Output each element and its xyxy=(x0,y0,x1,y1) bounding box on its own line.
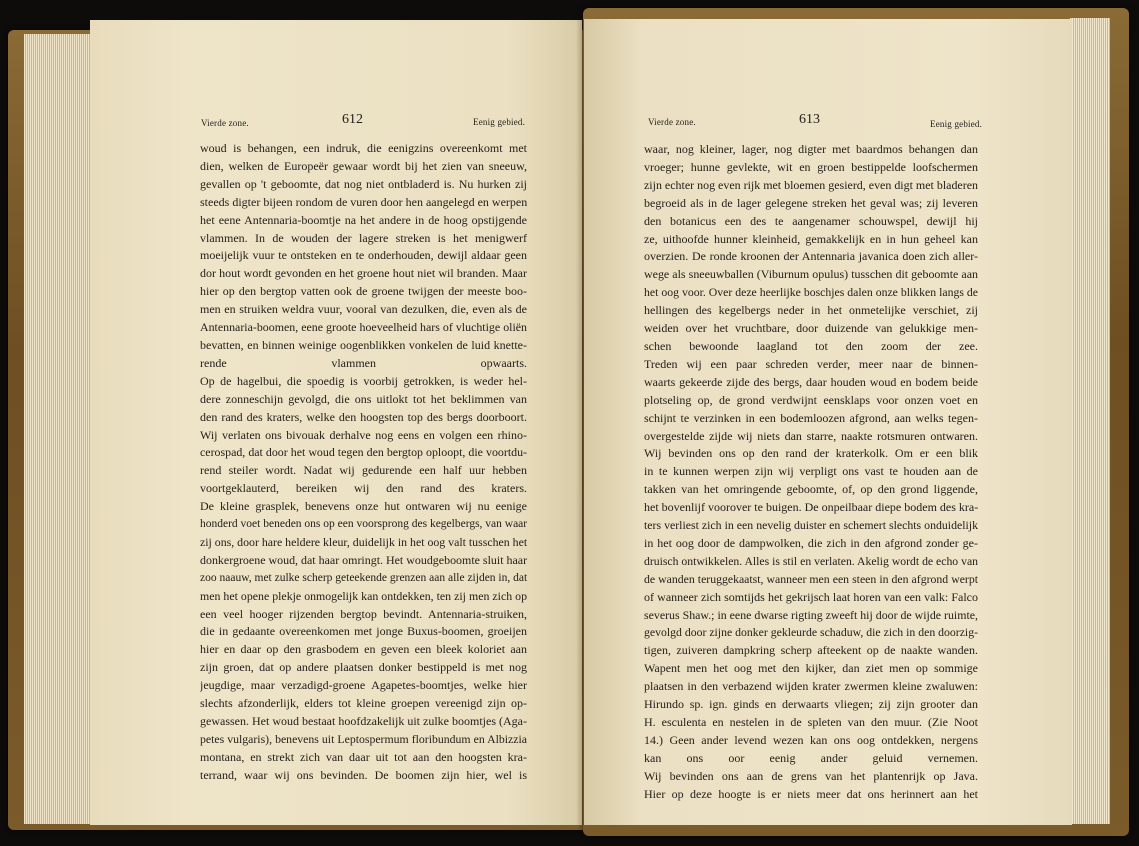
text-line: ters verliest zich in een nevelig duister en schemert slechts onduidelijk xyxy=(644,518,978,533)
left-page xyxy=(90,20,582,825)
text-line: overgestelde zijde wij niets dan starre, naakte rotsmuren ontwaren. xyxy=(644,428,978,443)
text-line: vlammen. In de wouden der lagere streken is het menigwerf xyxy=(200,230,527,245)
text-line: hier en daar op den grasbodem en geven een bleek koloriet aan xyxy=(200,642,527,657)
text-line: de wanden teruggekaatst, wanneer men een steen in den afgrond werpt xyxy=(644,572,978,586)
text-line: zijn groen, dat op andere plaatsen donker bestippeld is met nog xyxy=(200,660,527,675)
text-line: overzien. De ronde kroonen der Antennaria javanica doen zich aller- xyxy=(644,249,978,264)
text-line: in het oog door de dampwolken, die zich in den afgrond zonder ge- xyxy=(644,535,978,550)
text-line: begroeid als in de lager gelegene streken het geval was; zij leveren xyxy=(644,195,978,210)
right-page xyxy=(584,19,1072,825)
text-line: 14.) Geen ander levend wezen kan ons oog ontdekken, nergens xyxy=(644,732,978,747)
text-line: hier op den bergtop vatten ook de groene twijgen der meeste boo- xyxy=(200,284,527,299)
text-line: een veel hooger rijzenden bergtop bevindt. Antennaria-struiken, xyxy=(200,606,527,621)
body-text-left xyxy=(200,140,527,785)
text-line: het oog voor. Over deze heerlijke boschjes dalen onze blikken langs de xyxy=(644,286,978,300)
text-line: Wij verlaten ons bivouak derhalve nog eens en volgen een rhino- xyxy=(200,427,527,442)
text-line: De kleine grasplek, benevens onze hut ontwaren wij nu eenige xyxy=(200,499,527,514)
page-number: 613 xyxy=(799,112,820,127)
text-line: plotseling op, de grond verdwijnt eensklaps voor onzen voet en xyxy=(644,392,978,407)
text-line: waarts gekeerde zijde des bergs, daar houden woud en bodem beide xyxy=(644,374,978,389)
text-line: moeijelijk vuur te ontsteken en te onderhouden, dewijl aldaar geen xyxy=(200,248,527,263)
text-line: Wij bevinden ons op den rand der kraterkolk. Om er een blik xyxy=(644,446,978,461)
text-line: den rand des kraters, welke den hoogsten top des bergs doorboort. xyxy=(200,409,527,424)
text-line: honderd voet beneden ons op een voorsprong des kegelbergs, van waar xyxy=(200,518,527,531)
text-line: ze, uithoofde hunner kleinheid, gemakkelijk en in hun geheel kan xyxy=(644,231,978,246)
text-line: gevallen op 't geboomte, dat nog niet ontbladerd is. Nu hurken zij xyxy=(200,176,527,191)
text-line: die in gedaante overeenkomen met jonge Buxus-boomen, groeijen xyxy=(200,624,527,639)
text-line: woud is behangen, een indruk, die eenigzins overeenkomt met xyxy=(200,141,527,155)
page-edges-right xyxy=(1070,18,1110,824)
text-line: rend steiler wordt. Nadat wij gedurende een half uur hebben xyxy=(200,463,527,478)
text-line: terrand, waar wij ons bevinden. De boomen zijn hier, wel is xyxy=(200,767,527,782)
text-line: Hier op deze hoogte is er niets meer dat ons herinnert aan het xyxy=(644,786,978,801)
text-line: men en struiken weldra vuur, vooral van dezulken, die, even als de xyxy=(200,302,527,317)
text-line: den botanicus een des te aangenamer schouwspel, dewijl hij xyxy=(644,213,978,228)
text-line: of wanneer zich somtijds het gekrijsch laat horen van een valk: Falco xyxy=(644,589,978,604)
text-line: druisch ontwikkelen. Alles is stil en verlaten. Akelig wordt de echo van xyxy=(644,554,978,568)
page-number: 612 xyxy=(342,112,363,127)
text-line: het eene Antennaria-boomtje na het andere in de hoog opstijgende xyxy=(200,212,527,227)
text-line: tigen, zuiveren dampkring scherp afteekent op de naakte wanden. xyxy=(644,643,978,658)
text-line: zijn echter nog even rijk met bloemen gesierd, even digt met bladeren xyxy=(644,177,978,192)
text-line: schijnt te verzinken in een bodemloozen afgrond, aan welks tegen- xyxy=(644,410,978,425)
text-line: Treden wij een paar schreden verder, meer naar de binnen- xyxy=(644,356,978,371)
text-line: schen bewoonde laagland tot den zoom der zee. xyxy=(644,338,978,353)
text-line: jeugdige, maar verzadigd-groene Agapetes-boomtjes, welke hier xyxy=(200,678,527,693)
text-line: weiden over het vruchtbare, door duizende van gelukkige men- xyxy=(644,321,978,336)
text-line: gewassen. Het woud bestaat hoofdzakelijk uit zulke boomtjes (Aga- xyxy=(200,714,527,728)
text-line: takken van het omringende geboomte, of, op den grond liggende, xyxy=(644,482,978,497)
text-line: voortgeklauterd, bereiken wij den rand des kraters. xyxy=(200,481,527,496)
text-line: Op de hagelbui, die spoedig is voorbij getrokken, is weder hel- xyxy=(200,373,527,388)
text-line: montana, en strekt zich van daar uit tot aan den hoogsten kra- xyxy=(200,749,527,764)
text-line: dere zonneschijn gevolgd, die ons uitlokt tot het beklimmen van xyxy=(200,391,527,406)
text-line: wege als sneeuwballen (Viburnum opulus) tusschen dit geboomte aan xyxy=(644,267,978,282)
text-line: Antennaria-boomen, eene groote hoeveelheid hars of vluchtige oliën xyxy=(200,320,527,335)
running-header-right: Eenig gebied. xyxy=(930,119,983,129)
text-line: plaatsen in den verbazend wijden krater zwermen kleine zwaluwen: xyxy=(644,679,978,694)
text-line: het bovenlijf voorover te buigen. De onpeilbaar diepe bodem des kra- xyxy=(644,500,978,515)
running-header-left: Vierde zone. xyxy=(648,117,696,127)
text-line: severus Shaw.; in eene dwarse rigting zweeft hij door de wijde ruimte, xyxy=(644,607,978,622)
text-line: bevatten, en binnen weinige oogenblikken vonkelen de luid knette- xyxy=(200,337,527,352)
text-line: gevolgd door zijne donker gekleurde schaduw, die zich in den doorzig- xyxy=(644,626,978,640)
text-line: hellingen des kegelbergs neder in het onmetelijke verschiet, zij xyxy=(644,303,978,318)
text-line: men het opene plekje onmogelijk kan ontdekken, ten zij men zich op xyxy=(200,588,527,603)
text-line: zij ons, door hare heldere kleur, duidelijk in het oog valt tusschen het xyxy=(200,534,527,549)
text-line: in te kunnen werpen zijn wij verpligt ons vast te houden aan de xyxy=(644,464,978,479)
text-line: dien, welken de Europeër gewaar wordt bij het zien van sneeuw, xyxy=(200,158,527,173)
text-line: zoo naauw, met zulke scherp geteekende grenzen aan alle zijden in, dat xyxy=(200,571,527,584)
text-line: donkergroene woud, dat haar omringt. Het woudgeboomte sluit haar xyxy=(200,552,527,567)
text-line: Wij bevinden ons aan de grens van het plantenrijk op Java. xyxy=(644,768,978,783)
text-line: petes vulgaris), benevens uit Leptospermum floribundum en Albizzia xyxy=(200,732,527,746)
text-line: rende vlammen opwaarts. xyxy=(200,355,527,370)
text-line: slechts afzonderlijk, elders tot kleine groepen vereenigd zijn op- xyxy=(200,696,527,711)
page-edges-left xyxy=(24,34,92,824)
running-header-right: Eenig gebied. xyxy=(473,117,526,127)
body-text-right xyxy=(644,141,978,804)
text-line: waar, nog kleiner, lager, nog digter met baardmos behangen dan xyxy=(644,142,978,156)
text-line: kan ons oor eenig ander geluid vernemen. xyxy=(644,750,978,765)
running-header-left: Vierde zone. xyxy=(201,118,249,128)
text-line: H. esculenta en nestelen in de spleten van den muur. (Zie Noot xyxy=(644,715,978,729)
text-line: Wapent men het oog met den kijker, dan ziet men op sommige xyxy=(644,661,978,676)
text-line: cerospad, dat door het woud tegen den bergtop oploopt, die voortdu- xyxy=(200,445,527,460)
text-line: steeds digter bijeen rondom de vuren door hen aangelegd en werpen xyxy=(200,194,527,209)
text-line: vroeger; hunne gevlekte, wit en groen bestippelde loofschermen xyxy=(644,159,978,174)
text-line: dor hout wordt gevonden en het groene hout niet wil branden. Maar xyxy=(200,266,527,281)
text-line: Hirundo sp. ign. ginds en derwaarts vliegen; zij zijn grooter dan xyxy=(644,697,978,712)
